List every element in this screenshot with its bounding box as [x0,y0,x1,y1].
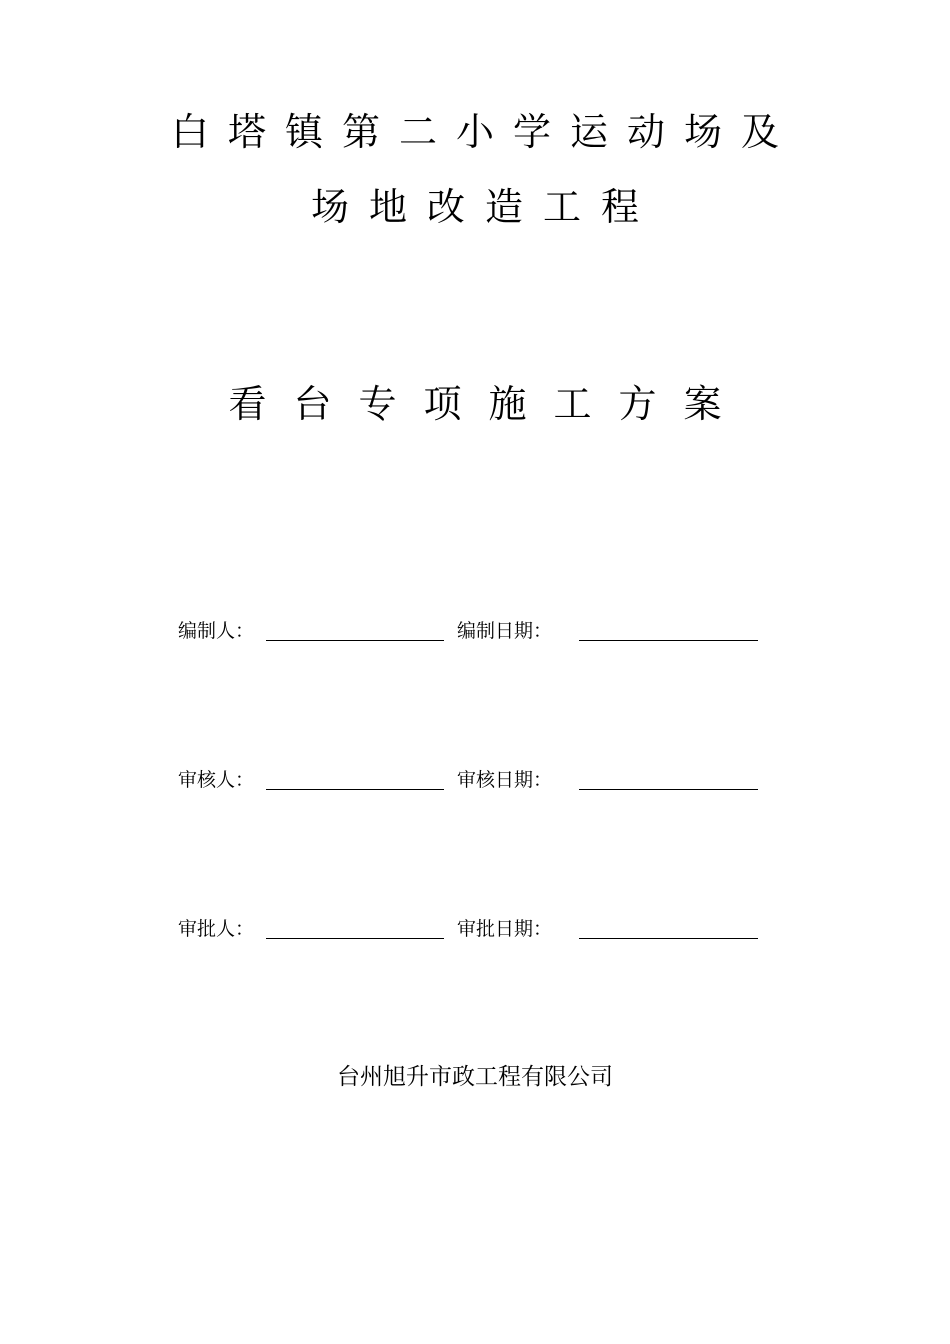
signature-row-compiler [178,616,778,646]
compile-date-line [579,640,758,641]
signature-row-approver [178,914,778,944]
project-title-line-1: 白塔镇第二小学运动场及 [170,110,798,154]
reviewer-signature-line [266,789,444,790]
company-name: 台州旭升市政工程有限公司 [337,1064,613,1090]
document-title: 看台专项施工方案 [228,382,749,426]
approve-date-label: 审批日期： [457,918,553,940]
compiler-label: 编制人： [178,620,255,642]
approver-signature-line [266,938,444,939]
approve-date-line [579,938,758,939]
project-title-line-2: 场地改造工程 [310,185,659,229]
approver-label: 审批人： [178,918,255,940]
compile-date-label: 编制日期： [457,620,553,642]
compiler-signature-line [266,640,444,641]
signature-row-reviewer [178,765,778,795]
review-date-line [579,789,758,790]
review-date-label: 审核日期： [457,769,553,791]
reviewer-label: 审核人： [178,769,255,791]
